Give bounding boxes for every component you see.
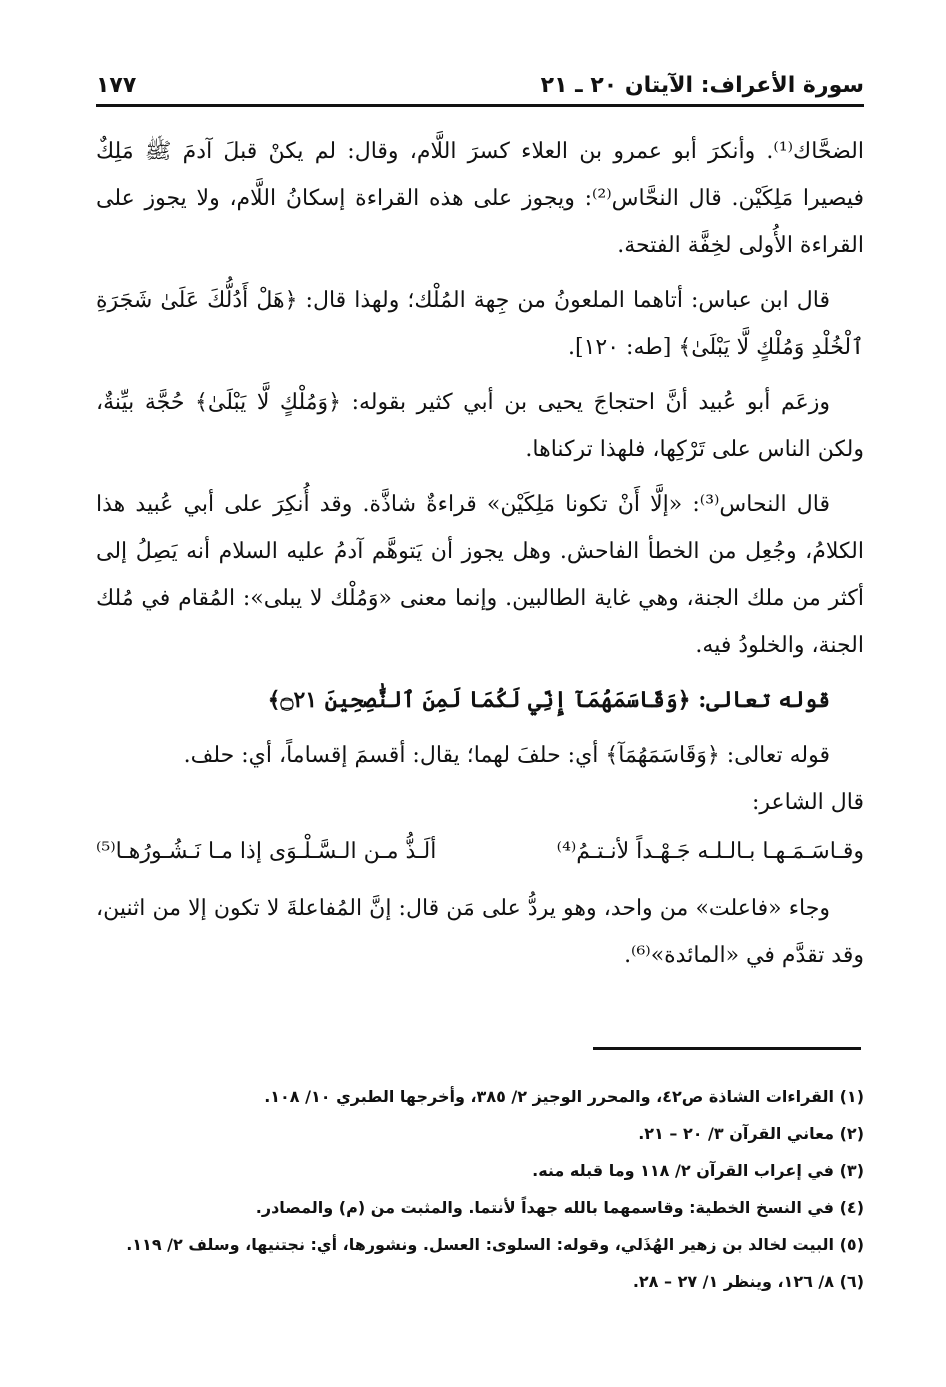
paragraph: قال ابن عباس: أتاهما الملعونُ من جِهة المُلْك؛ ولهذا قال: ﴿هَلْ أَدُلُّكَ عَلَىٰ شَجَرَةِ ٱلْخُلْدِ وَمُلْكٍ لَّا يَبْلَىٰ﴾ [طه: ١٢٠]. [96,288,864,360]
poem-hemistich-second: ألَـذُّ مـن الـسَّـلْـوَى إذا مـا نَـشُـورُهـا⁽⁵⁾ [96,839,437,864]
verse-heading: قوله تعالى: ﴿وَقَاسَمَهُمَآ إِنِّي لَكُمَا لَمِنَ ٱلنَّٰصِحِينَ ۝٢١﴾ [267,687,830,713]
poet-intro: قال الشاعر: [751,790,864,815]
paragraph: وزعَم أبو عُبيد أنَّ احتجاجَ يحيى بن أبي كثير بقوله: ﴿وَمُلْكٍ لَّا يَبْلَىٰ﴾ حُجَّة بيِّنةٌ، ولكن الناس على تَرْكِها، فلهذا تركناها. [96,390,864,462]
footnotes [96,1078,864,1300]
poem-verse [96,828,864,875]
footnote: (٦) ٨/ ١٢٦، وينظر ١/ ٢٧ – ٢٨. [632,1272,864,1291]
footnote: (٣) في إعراب القرآن ٢/ ١١٨ وما قبله منه. [532,1161,864,1180]
main-text [96,128,864,987]
paragraph: قال النحاس⁽³⁾: «إلَّا أَنْ تكونا مَلِكَيْن» قراءةٌ شاذَّة. وقد أُنكِرَ على أبي عُبيد هذا الكلامُ، وجُعِل من الخطأ الفاحش. وهل يجوز أن يَتوهَّم آدمُ عليه السلام أنه يَصِلُ إلى أكثر من ملك الجنة، وهي غاية الطالبين. وإنما معنى «وَمُلْك لا يبلى»: المُقام في مُلك الجنة، والخلودُ فيه. [96,492,864,658]
page-header [96,68,864,102]
verse-explanation: قوله تعالى: ﴿وَقَاسَمَهُمَآ﴾ أي: حلفَ لهما؛ يقال: أقسمَ إقساماً، أي: حلف. [183,743,830,768]
footnote: (٢) معاني القرآن ٣/ ٢٠ – ٢١. [638,1124,864,1143]
header-rule [96,104,864,107]
footnote: (٤) في النسخ الخطية: وقاسمهما بالله جهداً لأنتما. والمثبت من (م) والمصادر. [255,1198,864,1217]
paragraph: الضحَّاك⁽¹⁾. وأنكرَ أبو عمرو بن العلاء كسرَ اللَّام، وقال: لم يكنْ قبلَ آدمَ ﷺ مَلِكٌ فيصيرا مَلِكَيْن. قال النحَّاس⁽²⁾: ويجوز على هذه القراءة إسكانُ اللَّام، ولا يجوز على القراءة الأُولى لخِفَّة الفتحة. [96,139,864,258]
page-number: ١٧٧ [96,72,137,98]
running-title: سورة الأعراف: الآيتان ٢٠ ـ ٢١ [540,72,864,98]
footnote: (٥) البيت لخالد بن زهير الهُذَلي، وقوله: السلوى: العسل. ونشورها، أي: نجتنيها، وسلف ٢/ ١١٩. [126,1235,864,1254]
footnote: (١) القراءات الشاذة ص٤٢، والمحرر الوجيز ٢/ ٣٨٥، وأخرجها الطبري ١٠/ ١٠٨. [264,1087,864,1106]
footnote-separator [593,1047,861,1050]
closing-paragraph: وجاء «فاعلت» من واحد، وهو يردُّ على مَن قال: إنَّ المُفاعلةَ لا تكون إلا من اثنين، وقد تقدَّم في «المائدة»⁽⁶⁾. [96,896,864,968]
poem-hemistich-first: وقـاسَـمَـهـا بـالـلـه جَـهْـداً لأنـتـمُ⁽⁴⁾ [556,839,864,864]
